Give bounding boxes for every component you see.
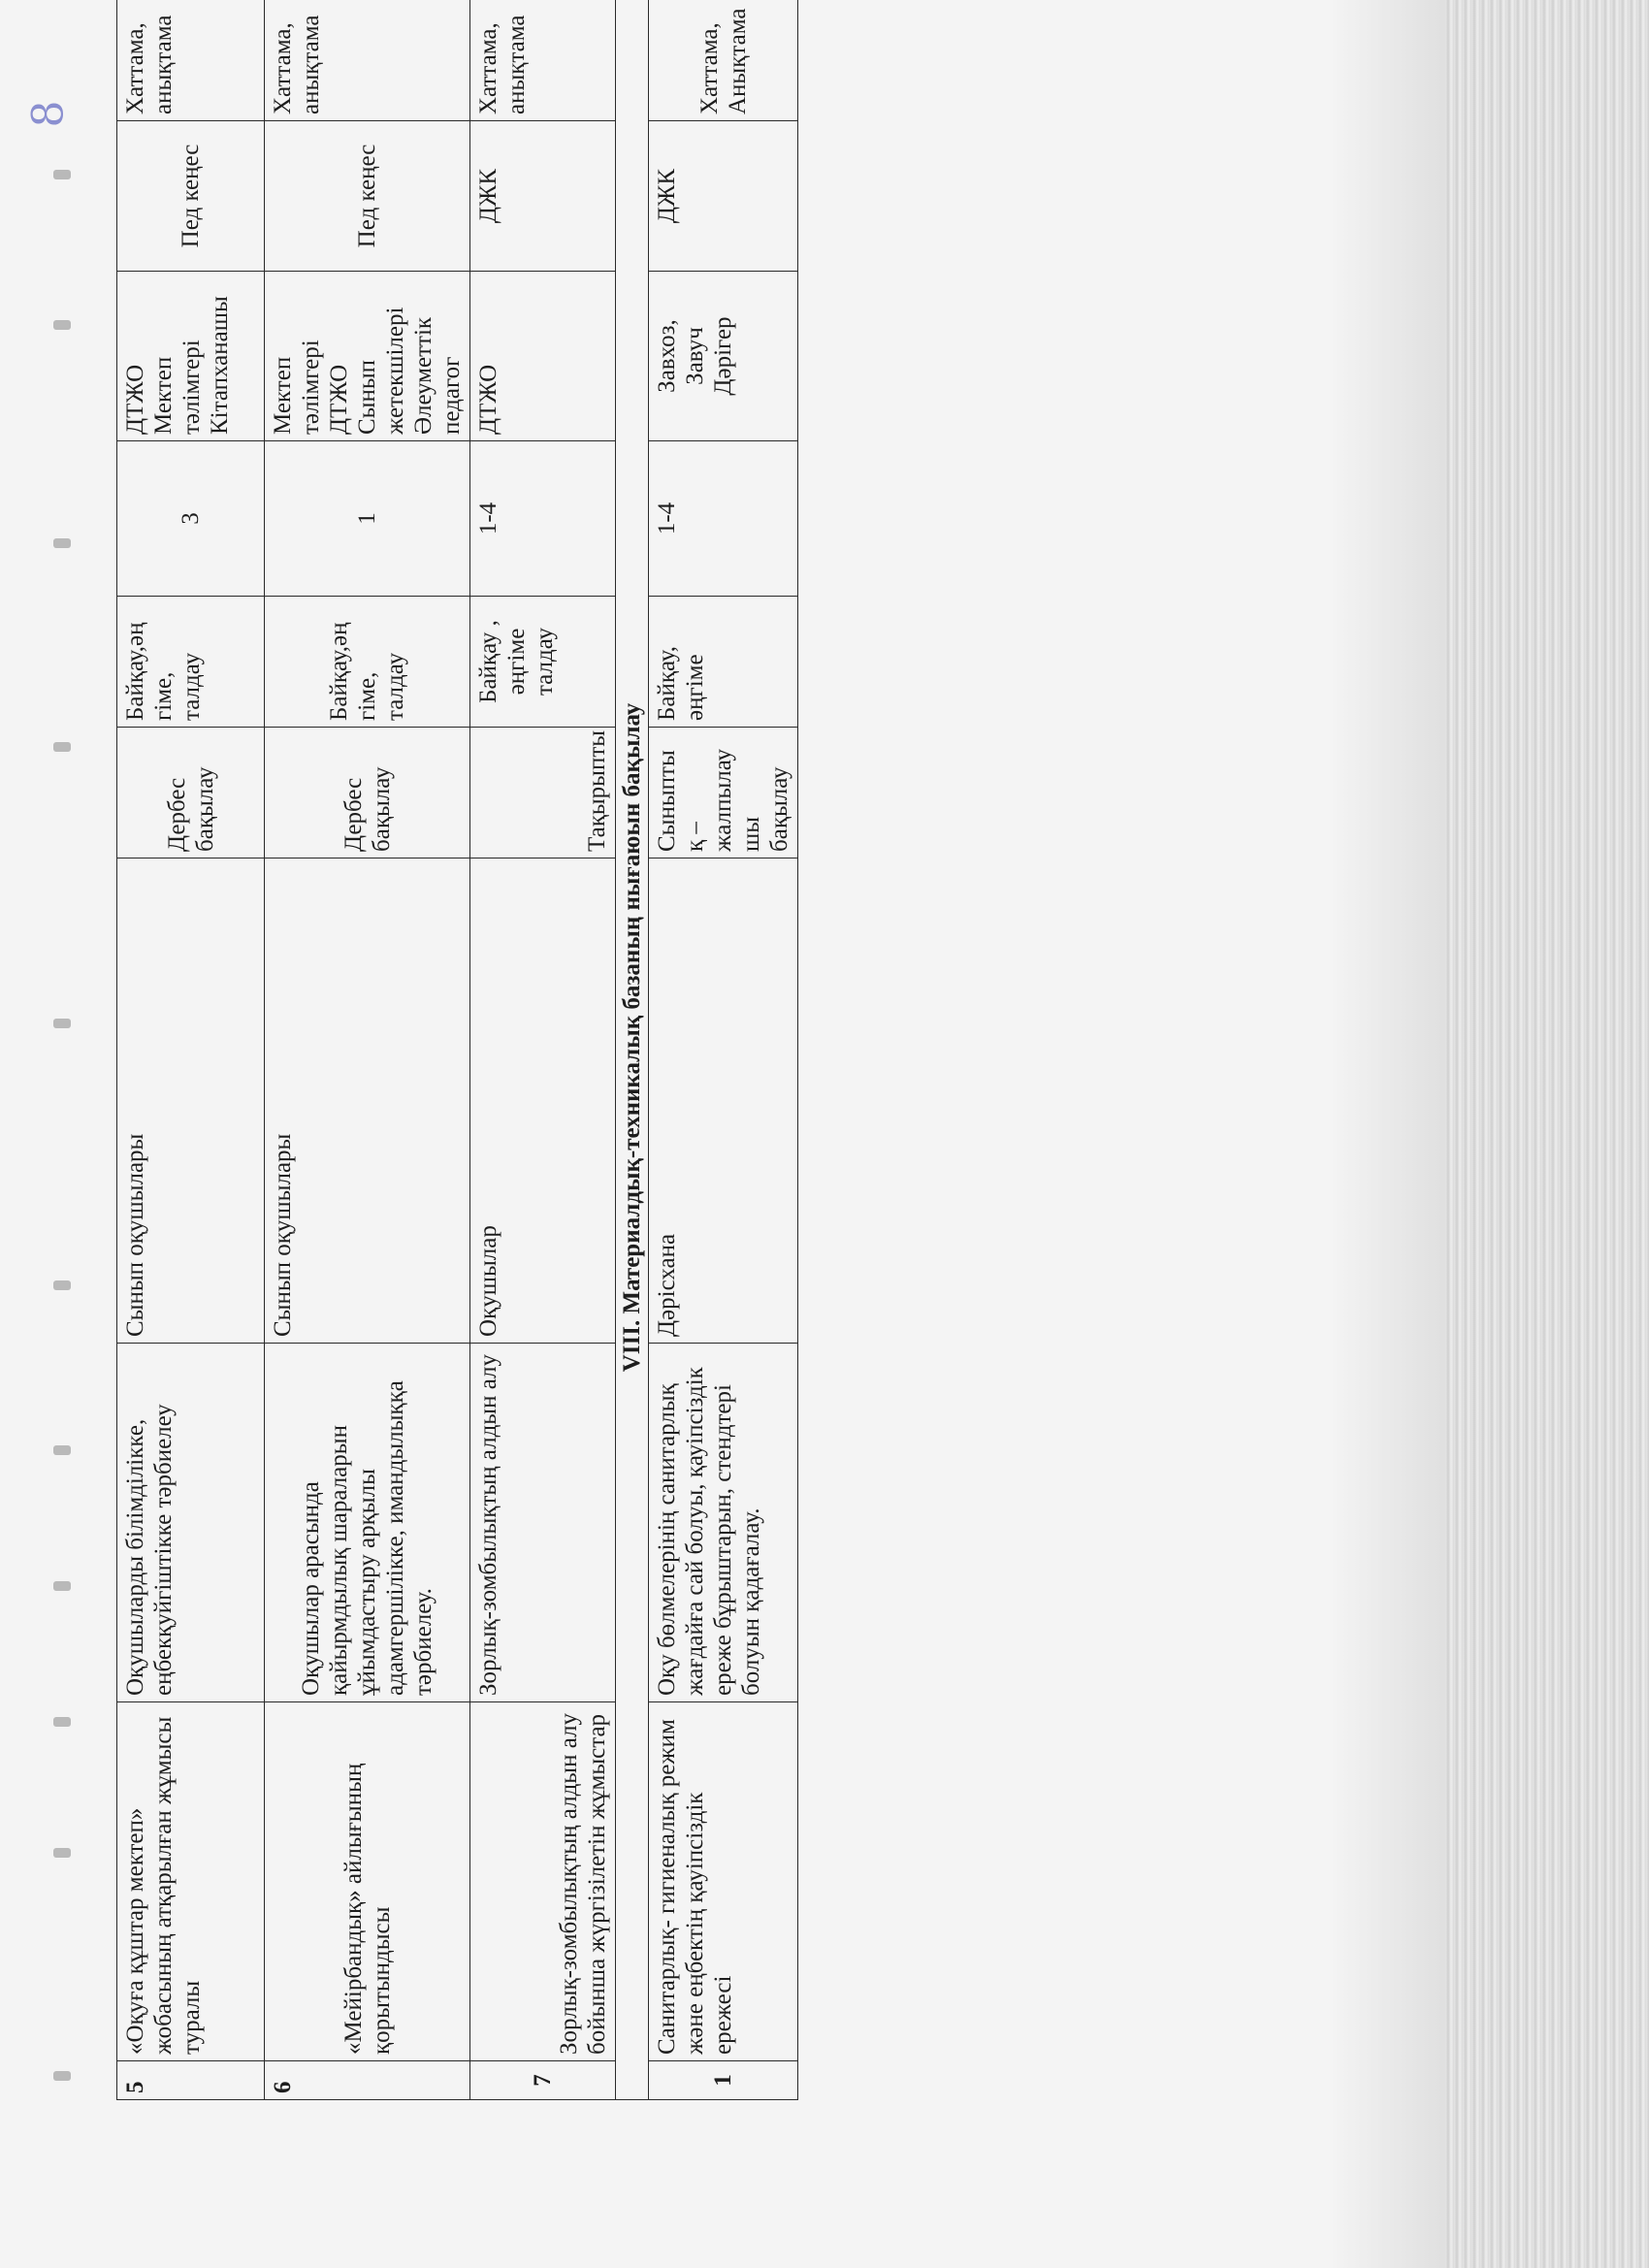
control-kind: Сыныпты қ – жалпылау шы бақылау <box>649 728 798 859</box>
row-number: 7 <box>470 2061 616 2100</box>
responsible-cell <box>470 272 616 441</box>
section-heading-row <box>616 0 649 2100</box>
control-title: Зорлық-зомбылықтың алдын алу бойынша жүргізілетін жұмыстар <box>470 1702 616 2061</box>
result-form: Хаттама, Анықтама <box>649 0 798 121</box>
control-term: 1 <box>265 441 470 597</box>
control-method: Байқау,әң гіме, талдау <box>265 597 470 728</box>
control-term: 3 <box>117 441 265 597</box>
scan-edge-texture <box>1445 0 1649 2268</box>
responsible-cell <box>649 272 798 441</box>
scan-shadow <box>1329 0 1445 2268</box>
review-place: Пед кеңес <box>117 121 265 272</box>
control-kind: Тақырыпты <box>470 728 616 859</box>
control-title: «Мейірбандық» айлығының қорытындысы <box>265 1702 470 2061</box>
responsible-item: ДТЖО <box>475 364 501 435</box>
responsible-item: Кітапханашы <box>207 296 233 435</box>
control-title: Санитарлық- гигиеналық режим және еңбектің қауіпсіздік ережесі <box>649 1702 798 2061</box>
control-goal: Оқушылар арасында қайырмдылық шараларын ұйымдастыру арқылы адамгершілікке, имандылыққа тәрбиелеу. <box>265 1344 470 1702</box>
control-method: Байқау , әңгіме талдау <box>470 597 616 728</box>
table-row <box>649 0 798 2100</box>
review-place: ДЖК <box>649 121 798 272</box>
control-title: «Оқуға құштар мектеп» жобасының атқарылған жұмысы туралы <box>117 1702 265 2061</box>
row-number: 1 <box>649 2061 798 2100</box>
table-row <box>470 0 616 2100</box>
result-form: Хаттама, анықтама <box>265 0 470 121</box>
row-number: 6 <box>265 2061 470 2100</box>
control-object: Дәрісхана <box>649 859 798 1344</box>
control-term: 1-4 <box>649 441 798 597</box>
table-row <box>265 0 470 2100</box>
control-goal: Оқу бөлмелерінің санитарлық жағдайға сай болуы, қауіпсіздік ереже бұрыштарын, стендтері болуын қадағалау. <box>649 1344 798 1702</box>
responsible-item: Дәрігер <box>710 316 736 396</box>
table-row <box>117 0 265 2100</box>
responsible-item: Мектеп тәлімгері <box>150 340 205 435</box>
responsible-cell <box>265 272 470 441</box>
control-object: Сынып оқушылары <box>265 859 470 1344</box>
section-heading: VIII. Материалдық-техникалық базаның нығаюын бақылау <box>616 0 649 2100</box>
responsible-item: Завуч <box>682 327 708 385</box>
control-goal: Оқушыларды білімділікке, еңбекқуйгіштікке тәрбиелеу <box>117 1344 265 1702</box>
result-form: Хаттама, анықтама <box>470 0 616 121</box>
control-kind: Дербес бақылау <box>265 728 470 859</box>
control-goal: Зорлық-зомбылықтың алдын алу <box>470 1344 616 1702</box>
control-object: Сынып оқушылары <box>117 859 265 1344</box>
responsible-item: ДТЖО <box>122 364 148 435</box>
responsible-item: ДТЖО <box>326 364 352 435</box>
control-kind: Дербес бақылау <box>117 728 265 859</box>
control-object: Оқушылар <box>470 859 616 1344</box>
result-form: Хаттама, анықтама <box>117 0 265 121</box>
control-method: Байқау, әңгіме <box>649 597 798 728</box>
control-method: Байқау,әң гіме, талдау <box>117 597 265 728</box>
responsible-item: Завхоз, <box>654 319 680 393</box>
responsible-item: Мектеп тәлімгері <box>270 340 324 435</box>
control-term: 1-4 <box>470 441 616 597</box>
binder-hole-marks <box>53 0 92 2268</box>
handwritten-page-number: 8 <box>23 100 74 128</box>
responsible-cell <box>117 272 265 441</box>
review-place: Пед кеңес <box>265 121 470 272</box>
rotated-document-table <box>116 8 792 2100</box>
control-plan-table <box>116 0 798 2100</box>
responsible-item: Сынып жетекшілері <box>354 307 408 435</box>
responsible-item: Әлеуметтік педагог <box>410 316 465 435</box>
row-number: 5 <box>117 2061 265 2100</box>
review-place: ДЖК <box>470 121 616 272</box>
